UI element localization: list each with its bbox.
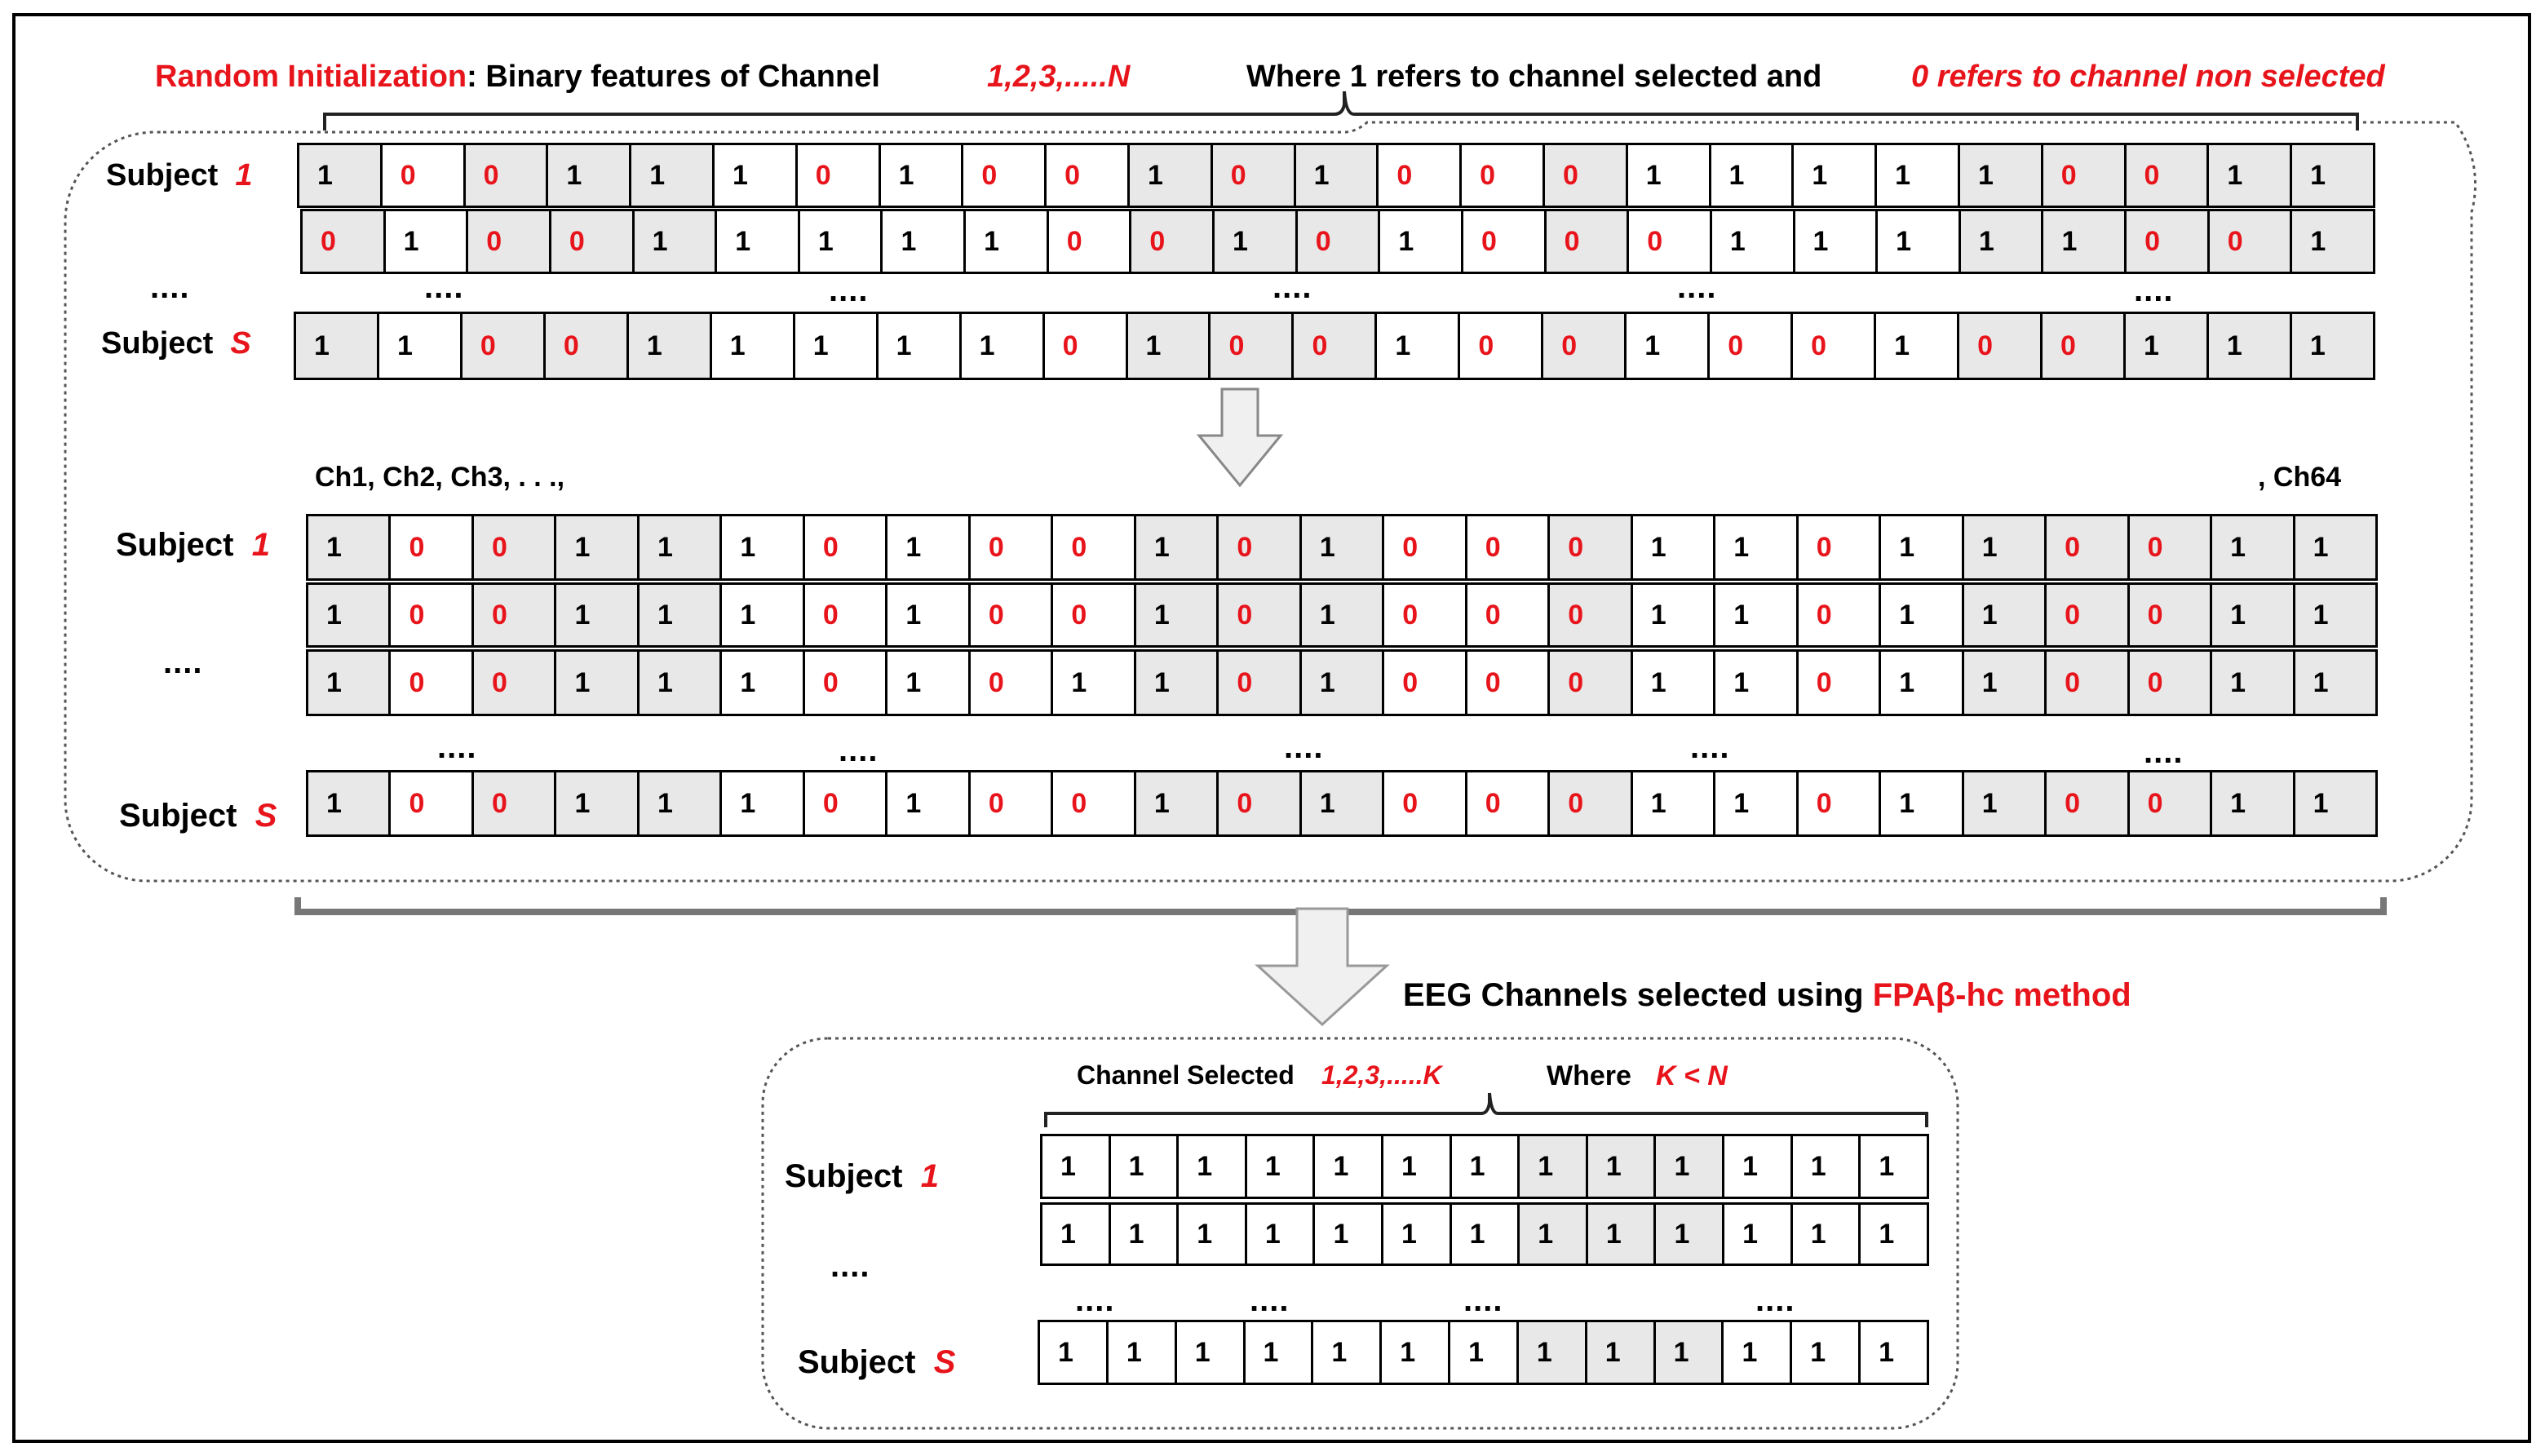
- channel-cell: 0: [2127, 145, 2210, 206]
- channel-cell: 1: [1452, 1205, 1520, 1263]
- channel-cell: 0: [1467, 516, 1550, 578]
- channel-cell: 1: [1795, 211, 1879, 272]
- subject-1-label: Subject 1: [116, 527, 270, 563]
- channel-selected-label: Channel Selected: [1077, 1060, 1295, 1090]
- channel-cell: 1: [2209, 314, 2292, 378]
- channel-cell: 1: [1247, 1136, 1316, 1197]
- channel-cell: 1: [722, 516, 804, 578]
- arrow-down-2: [1258, 909, 1387, 1025]
- channel-cell: 1: [640, 652, 722, 714]
- channel-cell: 1: [1715, 652, 1798, 714]
- channel-cell: 1: [962, 314, 1045, 378]
- channel-cell: 1: [2043, 211, 2127, 272]
- channel-cell: 0: [551, 211, 635, 272]
- channel-cell: 1: [1793, 1136, 1861, 1197]
- channel-cell: 1: [2126, 314, 2209, 378]
- channel-cell: 1: [1130, 145, 1213, 206]
- channel-cell: 0: [805, 772, 887, 834]
- channel-cell: 1: [2292, 211, 2373, 272]
- channel-cell: 0: [1384, 652, 1467, 714]
- subject-s-label: Subject S: [798, 1344, 956, 1380]
- ellipsis: ....: [1075, 1282, 1115, 1318]
- channel-cell: 1: [1792, 1322, 1861, 1383]
- channel-cell: 0: [805, 585, 887, 645]
- channel-cell: 0: [1550, 652, 1632, 714]
- ellipsis: ....: [1677, 269, 1717, 305]
- channel-cell: 1: [1109, 1322, 1177, 1383]
- subject-1-label: Subject 1: [106, 158, 253, 193]
- channel-cell: 1: [308, 772, 391, 834]
- ellipsis: ....: [2144, 734, 2184, 770]
- channel-cell: 1: [386, 211, 469, 272]
- channel-cell: 1: [1302, 516, 1384, 578]
- channel-cell: 0: [971, 516, 1053, 578]
- channel-cell: 0: [546, 314, 629, 378]
- channel-cell: 1: [2295, 652, 2375, 714]
- channel-cell: 1: [1881, 516, 1963, 578]
- channel-cell: 1: [556, 772, 639, 834]
- channel-cell: 0: [2047, 585, 2129, 645]
- channel-cell: 1: [1961, 211, 2044, 272]
- ellipsis: ....: [839, 732, 879, 768]
- channel-cell: 1: [1042, 1205, 1111, 1263]
- brace-bottom: [1046, 1093, 1927, 1127]
- channel-cell: 1: [1879, 1336, 1895, 1368]
- channel-cell: 1: [1042, 1136, 1111, 1197]
- k-less-than-n-label: K < N: [1656, 1060, 1728, 1091]
- channel-end-label: , Ch64: [2258, 462, 2342, 493]
- channel-cell: 1: [1656, 1205, 1724, 1263]
- k-range-label: 1,2,3,.....K: [1321, 1060, 1442, 1090]
- channel-cell: 1: [379, 314, 463, 378]
- channel-cell: 1: [548, 145, 631, 206]
- channel-cell: 0: [2210, 211, 2293, 272]
- channel-cell: 1: [1964, 516, 2047, 578]
- channel-cell: 1: [887, 516, 970, 578]
- channel-cell: 1: [1794, 145, 1877, 206]
- channel-cell: 1: [1588, 1205, 1657, 1263]
- ellipsis: ....: [1284, 729, 1324, 765]
- channel-cell: 1: [1633, 652, 1715, 714]
- channel-cell: 1: [1793, 1205, 1861, 1263]
- channel-cell: 1: [1877, 145, 1960, 206]
- channel-cell: 1: [1128, 314, 1211, 378]
- channel-cell: 1: [1964, 585, 2047, 645]
- channel-cell: 1: [1313, 1322, 1382, 1383]
- channel-cell: 1: [556, 652, 639, 714]
- channel-cell: 0: [1131, 211, 1215, 272]
- selected-row-2: [1040, 1202, 1929, 1266]
- channel-cell: 1: [1053, 652, 1135, 714]
- channel-cell: 1: [2209, 145, 2292, 206]
- channel-cell: 1: [1520, 1205, 1588, 1263]
- channel-cell: 0: [474, 516, 556, 578]
- channel-cell: 1: [629, 314, 712, 378]
- channel-cell: 1: [717, 211, 800, 272]
- feature-row-subject-1: [306, 514, 2378, 581]
- channel-cell: 1: [296, 314, 379, 378]
- channel-cell: 0: [1460, 314, 1543, 378]
- subject-1-label: Subject 1: [785, 1158, 939, 1194]
- channel-cell: 1: [2295, 585, 2375, 645]
- channel-cell: 0: [971, 652, 1053, 714]
- channel-cell: 1: [1711, 145, 1795, 206]
- channel-cell: 1: [1879, 1218, 1895, 1250]
- ellipsis: ....: [830, 1248, 870, 1284]
- channel-cell: 1: [966, 211, 1049, 272]
- channel-cell: 1: [2292, 314, 2373, 378]
- channel-cell: 1: [795, 314, 879, 378]
- channel-cell: 0: [1959, 314, 2043, 378]
- channel-cell: 1: [712, 314, 795, 378]
- channel-cell: 1: [299, 145, 383, 206]
- channel-cell: 1: [722, 585, 804, 645]
- channel-cell: 1: [1382, 1322, 1450, 1383]
- channel-cell: 0: [2047, 772, 2129, 834]
- channel-cell: 0: [1384, 516, 1467, 578]
- channel-cell: 1: [1712, 211, 1795, 272]
- channel-cell: 0: [963, 145, 1047, 206]
- header-line: [155, 61, 880, 92]
- ellipsis: ....: [2134, 272, 2174, 308]
- channel-cell: 1: [1111, 1136, 1180, 1197]
- channel-cell: 1: [1177, 1322, 1246, 1383]
- zero-refers-label: 0 refers to channel non selected: [1911, 60, 2385, 94]
- channel-cell: 1: [1040, 1322, 1109, 1383]
- channel-cell: 1: [1179, 1136, 1247, 1197]
- channel-cell: 1: [1879, 1150, 1895, 1182]
- channel-cell: 0: [1793, 314, 1876, 378]
- channel-cell: 1: [1627, 314, 1710, 378]
- channel-cell: 0: [1049, 211, 1132, 272]
- channel-cell: 1: [1724, 1136, 1793, 1197]
- channel-cell: 1: [1296, 145, 1379, 206]
- channel-cell: 1: [1215, 211, 1298, 272]
- channel-cell: 1: [1136, 652, 1219, 714]
- channel-cell: 0: [303, 211, 386, 272]
- channel-cell: 1: [640, 585, 722, 645]
- channel-cell: 0: [1467, 652, 1550, 714]
- channel-cell: 0: [1547, 211, 1630, 272]
- channel-cell: 1: [1881, 585, 1963, 645]
- channel-cell: 1: [1588, 1136, 1657, 1197]
- channel-cell: 0: [1467, 772, 1550, 834]
- channel-cell: 0: [1799, 652, 1881, 714]
- selected-row-subject-s: [1038, 1320, 1929, 1385]
- random-init-label: Random Initialization: [155, 60, 467, 94]
- selection-caption: EEG Channels selected using FPAβ-hc method: [1403, 977, 2131, 1013]
- channel-cell: 1: [1587, 1322, 1656, 1383]
- channel-cell: 1: [1633, 772, 1715, 834]
- channel-cell: 0: [1219, 516, 1301, 578]
- ellipsis: ....: [150, 269, 190, 305]
- channel-cell: 0: [1384, 585, 1467, 645]
- selected-row-subject-1: [1040, 1134, 1929, 1199]
- channel-cell: 1: [1881, 772, 1963, 834]
- channel-cell: 0: [1543, 314, 1627, 378]
- channel-cell: 1: [1247, 1205, 1316, 1263]
- channel-cell: 0: [391, 652, 473, 714]
- channel-cell: 1: [1111, 1205, 1180, 1263]
- channel-cell: 1: [635, 211, 718, 272]
- init-row-subject-s: [294, 312, 2375, 380]
- channel-cell: 1: [879, 314, 962, 378]
- channel-cell: 0: [466, 145, 549, 206]
- channel-cell: 1: [1656, 1322, 1724, 1383]
- channel-cell: 1: [556, 516, 639, 578]
- channel-cell: 0: [1799, 516, 1881, 578]
- channel-cell: 1: [1715, 772, 1798, 834]
- ellipsis: ....: [424, 269, 464, 305]
- channel-cell: 1: [308, 516, 391, 578]
- channel-cell: 0: [2130, 772, 2212, 834]
- channel-cell: 0: [1550, 516, 1632, 578]
- channel-cell: 0: [1463, 211, 1547, 272]
- channel-cell: 1: [881, 145, 964, 206]
- channel-cell: 0: [2130, 585, 2212, 645]
- channel-cell: 1: [2212, 772, 2295, 834]
- channel-cell: 0: [1799, 585, 1881, 645]
- binary-features-label: : Binary features of Channel: [467, 60, 880, 94]
- channel-cell: 1: [2212, 585, 2295, 645]
- subject-s-label: Subject S: [101, 326, 251, 361]
- arrow-down-1: [1199, 389, 1281, 485]
- channel-cell: 1: [887, 652, 970, 714]
- channel-cell: 1: [1450, 1322, 1519, 1383]
- channel-cell: 0: [805, 516, 887, 578]
- channel-cell: 1: [2295, 772, 2375, 834]
- channel-cell: 1: [1246, 1322, 1314, 1383]
- channel-cell: 1: [722, 772, 804, 834]
- channel-cell: 0: [2043, 145, 2127, 206]
- channel-cell: 1: [800, 211, 883, 272]
- channel-cell: 0: [1298, 211, 1381, 272]
- channel-cell: 1: [1315, 1136, 1383, 1197]
- channel-cell: 0: [1384, 772, 1467, 834]
- channel-cell: 0: [1799, 772, 1881, 834]
- channel-cell: 1: [631, 145, 715, 206]
- channel-cell: 1: [1715, 585, 1798, 645]
- subject-s-label: Subject S: [119, 798, 277, 834]
- channel-cell: 0: [1467, 585, 1550, 645]
- channel-cell: 1: [1878, 211, 1961, 272]
- channel-cell: 1: [1136, 516, 1219, 578]
- channel-cell: 1: [1628, 145, 1711, 206]
- channel-cell: 0: [1629, 211, 1712, 272]
- channel-cell: 1: [2292, 145, 2373, 206]
- ellipsis: ....: [1272, 269, 1312, 305]
- channel-cell: 0: [1053, 585, 1135, 645]
- feature-row-subject-s: [306, 770, 2378, 837]
- channel-cell: 1: [556, 585, 639, 645]
- channel-cell: 1: [308, 585, 391, 645]
- channel-cell: 0: [2043, 314, 2126, 378]
- channel-cell: 0: [971, 585, 1053, 645]
- channel-cell: 1: [2212, 652, 2295, 714]
- channel-cell: 1: [883, 211, 966, 272]
- ellipsis: ....: [437, 729, 477, 765]
- init-row-2: [300, 209, 2375, 274]
- channel-cell: 1: [1520, 1136, 1588, 1197]
- channel-cell: 0: [468, 211, 551, 272]
- channel-cell: 0: [474, 652, 556, 714]
- where-k-label: Where: [1547, 1060, 1631, 1091]
- channel-cell: 0: [1294, 314, 1377, 378]
- ellipsis: ....: [163, 644, 203, 680]
- ellipsis: ....: [1755, 1282, 1795, 1318]
- brace-top: [325, 91, 2357, 131]
- channel-cell: 1: [722, 652, 804, 714]
- channel-cell: 1: [1383, 1136, 1452, 1197]
- channel-cell: 0: [1211, 314, 1294, 378]
- channel-cell: 0: [2127, 211, 2210, 272]
- channel-cell: 0: [1213, 145, 1296, 206]
- channel-cell: 0: [1219, 585, 1301, 645]
- ellipsis: ....: [1690, 729, 1730, 765]
- channel-cell: 1: [1964, 772, 2047, 834]
- channel-start-label: Ch1, Ch2, Ch3, . . .,: [315, 462, 565, 493]
- channel-cell: 1: [308, 652, 391, 714]
- channel-cell: 0: [1545, 145, 1628, 206]
- channel-cell: 1: [1715, 516, 1798, 578]
- channel-cell: 0: [805, 652, 887, 714]
- channel-cell: 0: [1462, 145, 1545, 206]
- channel-cell: 0: [1053, 772, 1135, 834]
- channel-cell: 1: [640, 516, 722, 578]
- ellipsis: ....: [829, 272, 869, 308]
- channel-cell: 1: [1377, 314, 1460, 378]
- channel-cell: 0: [2047, 516, 2129, 578]
- channel-cell: 1: [1302, 585, 1384, 645]
- channel-cell: 0: [2130, 652, 2212, 714]
- channel-cell: 0: [2047, 652, 2129, 714]
- channel-cell: 1: [1302, 652, 1384, 714]
- channel-cell: 1: [640, 772, 722, 834]
- feature-row-2: [306, 582, 2378, 648]
- channel-cell: 1: [1656, 1136, 1724, 1197]
- channel-cell: 0: [2130, 516, 2212, 578]
- channel-cell: 1: [1876, 314, 1959, 378]
- feature-row-3: [306, 649, 2378, 716]
- channel-cell: 1: [887, 585, 970, 645]
- channel-cell: 0: [1550, 772, 1632, 834]
- channel-cell: 1: [1724, 1205, 1793, 1263]
- channel-range-label: 1,2,3,.....N: [987, 60, 1131, 94]
- channel-cell: 0: [391, 516, 473, 578]
- channel-cell: 0: [1219, 772, 1301, 834]
- channel-cell: 1: [1179, 1205, 1247, 1263]
- channel-cell: 1: [1315, 1205, 1383, 1263]
- channel-cell: 1: [1136, 772, 1219, 834]
- channel-cell: 0: [1045, 314, 1128, 378]
- where-label: Where 1 refers to channel selected and: [1246, 60, 1822, 94]
- channel-cell: 0: [1053, 516, 1135, 578]
- channel-cell: 0: [474, 772, 556, 834]
- channel-cell: 1: [1960, 145, 2043, 206]
- channel-cell: 0: [383, 145, 466, 206]
- channel-cell: 1: [1519, 1322, 1587, 1383]
- init-row-subject-1: [297, 143, 2375, 208]
- channel-cell: 0: [971, 772, 1053, 834]
- channel-cell: 0: [463, 314, 546, 378]
- channel-cell: 1: [1452, 1136, 1520, 1197]
- channel-cell: 1: [1136, 585, 1219, 645]
- channel-cell: 0: [1550, 585, 1632, 645]
- channel-cell: 0: [391, 772, 473, 834]
- channel-cell: 1: [2212, 516, 2295, 578]
- channel-cell: 0: [1219, 652, 1301, 714]
- channel-cell: 1: [887, 772, 970, 834]
- channel-cell: 1: [1633, 585, 1715, 645]
- channel-cell: 1: [1380, 211, 1463, 272]
- channel-cell: 0: [1710, 314, 1793, 378]
- ellipsis: ....: [1250, 1282, 1290, 1318]
- channel-cell: 0: [1047, 145, 1130, 206]
- channel-cell: 1: [1633, 516, 1715, 578]
- channel-cell: 0: [798, 145, 881, 206]
- channel-cell: 1: [2295, 516, 2375, 578]
- ellipsis: ....: [1463, 1282, 1503, 1318]
- channel-cell: 1: [1302, 772, 1384, 834]
- channel-cell: 1: [715, 145, 798, 206]
- channel-cell: 0: [474, 585, 556, 645]
- channel-cell: 0: [391, 585, 473, 645]
- channel-cell: 1: [1383, 1205, 1452, 1263]
- channel-cell: 0: [1379, 145, 1462, 206]
- channel-cell: 1: [1724, 1322, 1792, 1383]
- channel-cell: 1: [1881, 652, 1963, 714]
- channel-cell: 1: [1964, 652, 2047, 714]
